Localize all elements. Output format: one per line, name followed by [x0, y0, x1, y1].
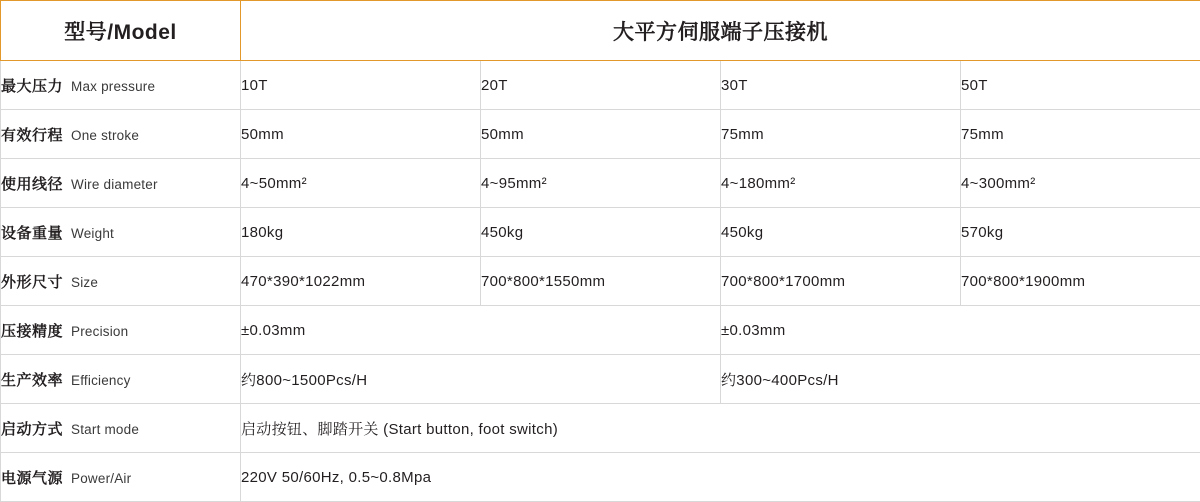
row-value: 700*800*1900mm — [961, 257, 1200, 306]
row-label-en: Max pressure — [71, 79, 155, 94]
row-label-cn: 电源气源 — [1, 470, 63, 487]
row-label-cn: 使用线径 — [1, 176, 63, 193]
table-row — [1, 306, 1200, 355]
table-row — [1, 208, 1200, 257]
table-row — [1, 159, 1200, 208]
row-label-cn: 生产效率 — [1, 372, 63, 389]
row-label-en: Efficiency — [71, 373, 131, 388]
row-label-cn: 外形尺寸 — [1, 274, 63, 291]
row-value: 470*390*1022mm — [241, 257, 481, 306]
row-label-cn: 有效行程 — [1, 127, 63, 144]
row-value: 30T — [721, 61, 961, 110]
row-label-en: Size — [71, 275, 98, 290]
row-value: 180kg — [241, 208, 481, 257]
row-value: 约800~1500Pcs/H — [241, 355, 721, 404]
row-label-en: Weight — [71, 226, 114, 241]
row-value: 450kg — [481, 208, 721, 257]
row-value: 75mm — [721, 110, 961, 159]
row-value: ±0.03mm — [241, 306, 721, 355]
row-value: ±0.03mm — [721, 306, 1200, 355]
row-label — [1, 306, 241, 355]
table-row — [1, 61, 1200, 110]
row-value: 4~95mm² — [481, 159, 721, 208]
row-label-cn: 设备重量 — [1, 225, 63, 242]
row-value: 20T — [481, 61, 721, 110]
row-value: 启动按钮、脚踏开关 (Start button, foot switch) — [241, 404, 1200, 453]
row-label-cn: 最大压力 — [1, 78, 63, 95]
row-label-en: Power/Air — [71, 471, 131, 486]
row-label — [1, 159, 241, 208]
row-value: 约300~400Pcs/H — [721, 355, 1200, 404]
row-label — [1, 208, 241, 257]
row-label-en: One stroke — [71, 128, 139, 143]
row-value: 10T — [241, 61, 481, 110]
table-row — [1, 355, 1200, 404]
row-value: 75mm — [961, 110, 1200, 159]
row-label-en: Precision — [71, 324, 128, 339]
row-value: 450kg — [721, 208, 961, 257]
table-row — [1, 453, 1200, 502]
row-label — [1, 61, 241, 110]
row-label-cn: 压接精度 — [1, 323, 63, 340]
row-value: 50mm — [241, 110, 481, 159]
row-value: 700*800*1700mm — [721, 257, 961, 306]
row-value: 700*800*1550mm — [481, 257, 721, 306]
row-value: 50mm — [481, 110, 721, 159]
table-row — [1, 110, 1200, 159]
row-label — [1, 257, 241, 306]
table-header-row — [1, 1, 1200, 61]
row-value: 4~180mm² — [721, 159, 961, 208]
row-value: 220V 50/60Hz, 0.5~0.8Mpa — [241, 453, 1200, 502]
row-label — [1, 453, 241, 502]
row-label — [1, 110, 241, 159]
row-value: 4~300mm² — [961, 159, 1200, 208]
row-value: 50T — [961, 61, 1200, 110]
table-row — [1, 257, 1200, 306]
row-value: 4~50mm² — [241, 159, 481, 208]
header-title-cell: 大平方伺服端子压接机 — [241, 1, 1200, 61]
row-value: 570kg — [961, 208, 1200, 257]
row-label-en: Wire diameter — [71, 177, 158, 192]
table-row — [1, 404, 1200, 453]
row-label — [1, 404, 241, 453]
row-label-cn: 启动方式 — [1, 421, 63, 438]
header-model-cell: 型号/Model — [1, 1, 241, 61]
row-label — [1, 355, 241, 404]
row-label-en: Start mode — [71, 422, 139, 437]
